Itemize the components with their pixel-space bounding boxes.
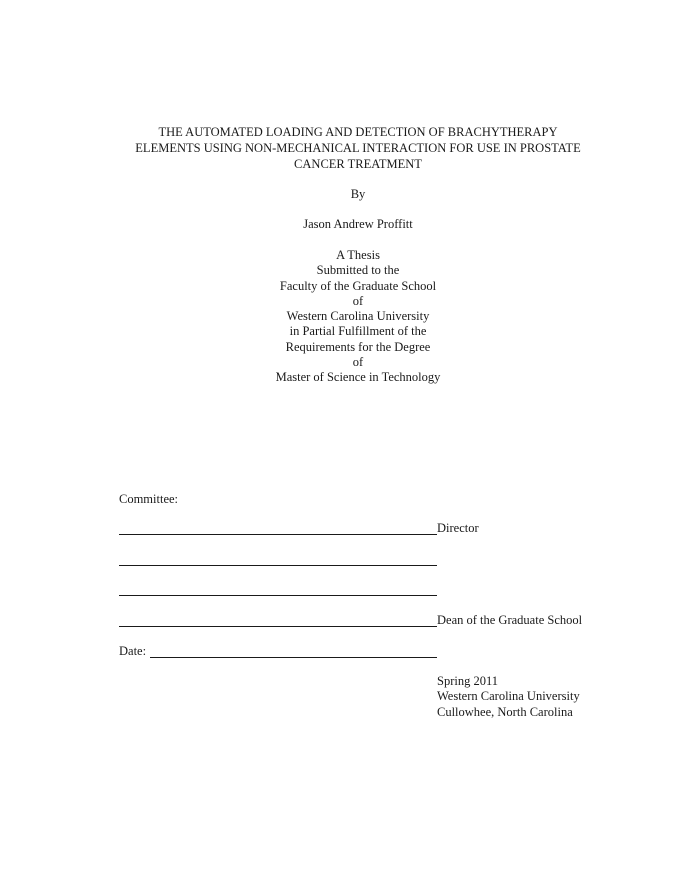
signature-line xyxy=(119,565,437,566)
imprint-location: Cullowhee, North Carolina xyxy=(437,704,573,719)
signature-row-dean xyxy=(119,613,619,629)
thesis-line-5: Western Carolina University xyxy=(286,309,430,324)
thesis-line-2: Submitted to the xyxy=(316,263,400,278)
thesis-line-6: in Partial Fulfillment of the xyxy=(289,324,427,339)
thesis-line-7: Requirements for the Degree xyxy=(285,339,431,354)
by-label: By xyxy=(350,187,366,201)
signature-line xyxy=(119,626,437,627)
thesis-line-3: Faculty of the Graduate School xyxy=(279,278,437,293)
date-line xyxy=(150,657,437,658)
signature-row-member-1 xyxy=(119,552,619,568)
title-line-3: CANCER TREATMENT xyxy=(294,157,422,171)
title-line-2: ELEMENTS USING NON-MECHANICAL INTERACTION FOR USE IN PROSTATE xyxy=(135,141,581,155)
committee-label: Committee: xyxy=(119,492,179,506)
signature-role: Director xyxy=(437,521,479,535)
thesis-line-1: A Thesis xyxy=(336,248,380,262)
author-name: Jason Andrew Proffitt xyxy=(303,217,413,231)
signature-line xyxy=(119,595,437,596)
signature-role: Dean of the Graduate School xyxy=(437,613,583,627)
imprint-season: Spring 2011 xyxy=(437,674,498,688)
date-label: Date: xyxy=(119,644,147,658)
title-line-1: THE AUTOMATED LOADING AND DETECTION OF BRACHYTHERAPY xyxy=(158,125,558,139)
thesis-title xyxy=(100,124,616,172)
thesis-line-9: Master of Science in Technology xyxy=(275,370,441,385)
thesis-statement xyxy=(0,248,676,386)
signature-line xyxy=(119,534,437,535)
signature-row-director xyxy=(119,521,619,537)
signature-row-member-2 xyxy=(119,582,619,598)
thesis-line-8: of xyxy=(352,355,364,370)
date-row xyxy=(119,644,449,660)
thesis-line-4: of xyxy=(352,293,364,308)
imprint-block xyxy=(437,674,580,720)
imprint-university: Western Carolina University xyxy=(437,689,580,704)
